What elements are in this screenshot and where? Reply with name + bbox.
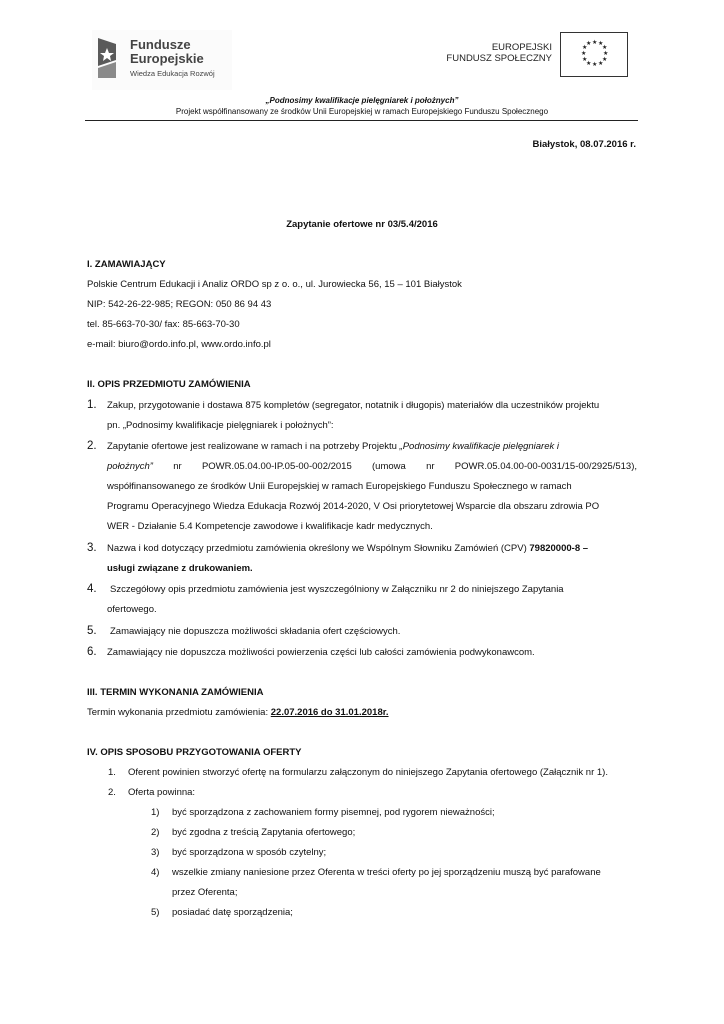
item-2-line-2e: nr <box>426 461 435 472</box>
efs-logo-text <box>446 42 552 64</box>
svg-text:★: ★ <box>603 50 609 57</box>
svg-text:★: ★ <box>598 60 604 67</box>
item-3-line-1 <box>107 543 588 555</box>
eu-flag-icon <box>560 32 628 77</box>
item-2-line-5: WER - Działanie 5.4 Kompetencje zawodowe i kwalifikacje kadr medycznych. <box>107 521 433 532</box>
item-2-line-2d: (umowa <box>372 461 406 472</box>
list-number: 4. <box>87 583 97 595</box>
logo-line-3: Wiedza Edukacja Rozwój <box>130 69 215 78</box>
item-2-line-2f: POWR.05.04.00-00-0031/15-00/2925/513), <box>454 461 637 472</box>
svg-text:★: ★ <box>602 44 608 51</box>
offer-item-2: Oferta powinna: <box>128 787 196 798</box>
completion-term-dates: 22.07.2016 do 31.01.2018r. <box>270 707 389 718</box>
item-2-line-2 <box>107 461 637 473</box>
logo-line-2: Europejskie <box>130 51 204 66</box>
completion-term <box>87 707 389 719</box>
svg-text:★: ★ <box>598 40 604 47</box>
list-number: 3. <box>87 542 97 554</box>
fe-star-mark-icon <box>96 36 118 80</box>
list-number: 5) <box>151 907 160 918</box>
item-1-line-1: Zakup, przygotowanie i dostawa 875 kompletów (segregator, notatnik i długopis) materiałów dla uczestników projektu <box>107 400 600 411</box>
item-2-line-2b: nr <box>173 461 182 472</box>
project-subtitle: Projekt współfinansowany ze środków Unii Europejskiej w ramach Europejskiego Funduszu Społecznego <box>175 107 549 116</box>
contractor-address: Polskie Centrum Edukacji i Analiz ORDO sp z o. o., ul. Jurowiecka 56, 15 – 101 Białystok <box>87 279 462 290</box>
item-3-line-1a: Nazwa i kod dotyczący przedmiotu zamówienia określony we Wspólnym Słowniku Zamówień (CPV) <box>107 543 527 554</box>
svg-text:★: ★ <box>586 60 592 67</box>
offer-subitem-5: posiadać datę sporządzenia; <box>172 907 293 918</box>
item-2-line-2c: POWR.05.04.00-IP.05-00-002/2015 <box>201 461 352 472</box>
contractor-nip-regon: NIP: 542-26-22-985; REGON: 050 86 94 43 <box>87 299 272 310</box>
item-2-line-2a: położnych” <box>107 461 153 472</box>
item-2-line-3: współfinansowanego ze środków Unii Europejskiej w ramach Europejskiego Funduszu Społecznego w ramach <box>107 481 572 492</box>
offer-subitem-3: być sporządzona w sposób czytelny; <box>172 847 327 858</box>
list-number: 3) <box>151 847 160 858</box>
offer-subitem-1: być sporządzona z zachowaniem formy pisemnej, pod rygorem nieważności; <box>172 807 495 818</box>
svg-text:★: ★ <box>582 56 588 63</box>
list-number: 2. <box>108 787 116 798</box>
list-number: 5. <box>87 625 97 637</box>
section-4-heading: IV. OPIS SPOSOBU PRZYGOTOWANIA OFERTY <box>87 747 302 758</box>
list-number: 6. <box>87 646 97 658</box>
list-number: 1. <box>87 399 97 411</box>
offer-subitem-4: wszelkie zmiany naniesione przez Oferenta w treści oferty po jej sporządzeniu muszą być parafowane <box>172 867 601 878</box>
logo-line-1: Fundusze <box>130 37 191 52</box>
section-1-heading: I. ZAMAWIAJĄCY <box>87 259 166 270</box>
document-date: Białystok, 08.07.2016 r. <box>532 139 636 150</box>
fundusze-europejskie-logo <box>92 30 232 90</box>
project-title: „Podnosimy kwalifikacje pielęgniarek i położnych” <box>265 96 459 105</box>
item-2-line-1 <box>107 441 559 453</box>
svg-text:★: ★ <box>592 39 598 46</box>
item-4-line-1: Szczegółowy opis przedmiotu zamówienia jest wyszczególniony w Załączniku nr 2 do niniejszego Zapytania <box>110 584 564 595</box>
item-2-line-1b: „Podnosimy kwalifikacje pielęgniarek i <box>399 441 560 452</box>
offer-item-1: Oferent powinien stworzyć ofertę na formularzu załączonym do niniejszego Zapytania ofertowego (Załącznik nr 1). <box>128 767 608 778</box>
svg-text:★: ★ <box>581 50 587 57</box>
section-3-heading: III. TERMIN WYKONANIA ZAMÓWIENIA <box>87 687 264 698</box>
svg-text:★: ★ <box>586 40 592 47</box>
cpv-code: 79820000-8 – <box>529 543 589 554</box>
item-1-line-2: pn. „Podnosimy kwalifikacje pielęgniarek i położnych”: <box>107 420 334 431</box>
contractor-email: e-mail: biuro@ordo.info.pl, www.ordo.info.pl <box>87 339 271 350</box>
svg-text:★: ★ <box>592 61 598 68</box>
list-number: 1. <box>108 767 116 778</box>
efs-line-1: EUROPEJSKI <box>491 42 552 53</box>
list-number: 2. <box>87 440 97 452</box>
item-2-line-1a: Zapytanie ofertowe jest realizowane w ramach i na potrzeby Projektu <box>107 441 397 452</box>
header-divider <box>85 120 638 121</box>
list-number: 1) <box>151 807 160 818</box>
item-6-line-1: Zamawiający nie dopuszcza możliwości powierzenia części lub całości zamówienia podwykonawcom. <box>107 647 535 658</box>
item-5-line-1: Zamawiający nie dopuszcza możliwości składania ofert częściowych. <box>110 626 401 637</box>
offer-subitem-2: być zgodna z treścią Zapytania ofertowego; <box>172 827 356 838</box>
svg-text:★: ★ <box>602 56 608 63</box>
contractor-phone: tel. 85-663-70-30/ fax: 85-663-70-30 <box>87 319 240 330</box>
item-4-line-2: ofertowego. <box>107 604 157 615</box>
section-2-heading: II. OPIS PRZEDMIOTU ZAMÓWIENIA <box>87 379 251 390</box>
offer-subitem-4-cont: przez Oferenta; <box>172 887 238 898</box>
item-3-line-2: usługi związane z drukowaniem. <box>107 563 253 574</box>
list-number: 2) <box>151 827 160 838</box>
document-title: Zapytanie ofertowe nr 03/5.4/2016 <box>286 219 438 230</box>
item-2-line-4: Programu Operacyjnego Wiedza Edukacja Rozwój 2014-2020, V Osi priorytetowej Wsparcie dla obszaru zdrowia PO <box>107 501 600 512</box>
svg-text:★: ★ <box>582 44 588 51</box>
list-number: 4) <box>151 867 160 878</box>
completion-term-label: Termin wykonania przedmiotu zamówienia: <box>87 707 269 718</box>
efs-line-2: FUNDUSZ SPOŁECZNY <box>446 53 552 64</box>
